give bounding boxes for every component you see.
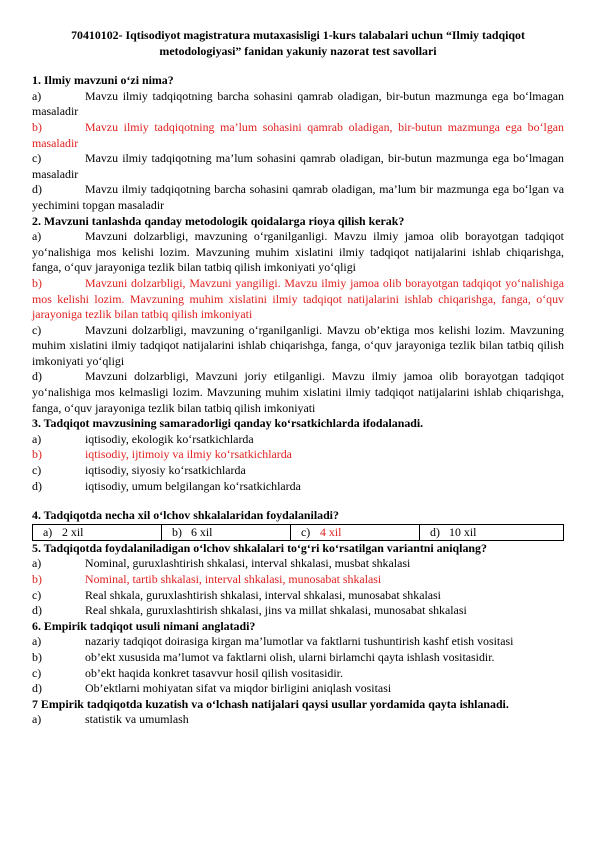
option-text: Mavzu ilmiy tadqiqotning ma’lum sohasini qamrab oladigan, bir-butun mazmunga ega bo‘lmagan masaladir xyxy=(32,151,564,181)
question-5-option-d xyxy=(32,603,564,619)
option-letter: d) xyxy=(32,182,42,197)
question-5: 5. Tadqiqotda foydalaniladigan o‘lchov shkalalari to‘g‘ri ko‘rsatilgan variantni aniqlang? xyxy=(32,540,487,555)
question-1-option-d xyxy=(32,182,564,213)
option-text: Mavzu ilmiy tadqiqotning barcha sohasini qamrab oladigan, bir-butun mazmunga ega bo‘lmagan masaladir xyxy=(32,88,564,119)
option-text: Mavzuni dolzarbligi, Mavzuni joriy etilganligi. Mavzu ilmiy jamoa olib borayotgan tadqiqot yo‘nalishiga mos kelmasligi lozim. Mavzuning muhim xislatini ilmiy tadqiqot natijalarini ishlab chiqarishga, fanga, o‘quv jarayoniga tezlik bilan tatbiq qilish imkoniyati xyxy=(32,369,564,415)
option-letter: d) xyxy=(32,603,42,618)
question-4-options-table xyxy=(32,524,564,541)
option-letter: a) xyxy=(32,431,42,446)
option-text: Mavzu ilmiy tadqiqotning barcha sohasini qamrab oladigan, ma’lum bir mazmunga ega bo‘lgan va yechimini topgan masaladir xyxy=(32,182,564,212)
question-5-option-b xyxy=(32,572,564,588)
question-6-option-a xyxy=(32,634,564,650)
option-letter: d) xyxy=(32,681,42,696)
option-text: statistik va umumlash xyxy=(85,712,189,727)
option-letter: d) xyxy=(32,369,42,384)
option-text: iqtisodiy, siyosiy ko‘rsatkichlarda xyxy=(85,463,246,478)
option-text: 6 xil xyxy=(191,524,213,539)
question-4: 4. Tadqiqotda necha xil o‘lchov shkalalaridan foydalaniladi? xyxy=(32,508,339,523)
question-4-option-d xyxy=(420,524,564,540)
option-text: Ob’ektlarni mohiyatan sifat va miqdor birligini aniqlash vositasi xyxy=(85,681,392,696)
option-text: Mavzuni dolzarbligi, mavzuning o‘rganilganligi. Mavzu ob’ektiga mos kelishi lozim. Mavzuning muhim xislatini ilmiy tadqiqot natijalarini ishlab chiqarishga, fanga, o‘quv jarayoniga tezlik bilan tatbiq qilish imkoniyati yo‘qligi xyxy=(32,322,564,368)
question-5-option-a xyxy=(32,556,564,572)
option-letter: a) xyxy=(43,524,53,539)
question-2-option-b xyxy=(32,276,564,323)
question-7-option-a xyxy=(32,712,564,728)
option-letter: d) xyxy=(32,478,42,493)
option-letter: b) xyxy=(32,119,42,134)
option-text: 2 xil xyxy=(61,524,84,539)
option-text: Mavzu ilmiy tadqiqotning ma’lum sohasini qamrab oladigan, bir-butun mazmunga ega bo‘lgan masaladir xyxy=(32,119,564,150)
option-letter: a) xyxy=(32,88,42,103)
option-letter: c) xyxy=(301,524,311,539)
option-text: nazariy tadqiqot doirasiga kirgan ma’lumotlar va faktlarni tushuntirish kashf etish vositasi xyxy=(85,634,514,649)
option-letter: c) xyxy=(32,587,42,602)
question-4-option-c xyxy=(291,524,420,540)
option-text: ob’ekt xususida ma’lumot va faktlarni olish, ularni birlamchi qayta ishlash vositasidir. xyxy=(85,649,495,664)
option-text: Mavzuni dolzarbligi, mavzuning o‘rganilganligi. Mavzu ilmiy jamoa olib borayotgan tadqiqot yo‘nalishiga mos kelishi lozim. Mavzuning muhim xislatini ilmiy tadqiqot natijalarini ishlab chiqarishga, fanga, o‘quv jarayoniga tezlik bilan tatbiq qilish imkoniyati yo‘qligi xyxy=(32,229,564,275)
option-letter: c) xyxy=(32,463,42,478)
question-3-option-c xyxy=(32,463,564,479)
question-3-option-b xyxy=(32,447,564,463)
question-2-option-a xyxy=(32,229,564,276)
option-letter: b) xyxy=(32,572,42,586)
option-text: iqtisodiy, ekologik ko‘rsatkichlarda xyxy=(85,431,254,446)
question-3: 3. Tadqiqot mavzusining samaradorligi qanday ko‘rsatkichlarda ifodalanadi. xyxy=(32,416,424,431)
option-text: Real shkala, guruxlashtirish shkalasi, jins va millat shkalasi, munosabat shkalasi xyxy=(85,603,467,618)
option-text: iqtisodiy, umum belgilangan ko‘rsatkichlarda xyxy=(85,478,301,493)
option-letter: a) xyxy=(32,712,42,727)
option-text: Nominal, guruxlashtirish shkalasi, interval shkalasi, musbat shkalasi xyxy=(85,556,411,571)
document-title: 70410102- Iqtisodiyot magistratura mutaxasisligi 1-kurs talabalari uchun “Ilmiy tadqiqot metodologiyasi” fanidan yakuniy nazorat test savollari xyxy=(71,28,525,58)
option-letter: b) xyxy=(172,524,182,539)
option-text: 4 xil xyxy=(320,524,342,539)
option-text: Mavzuni dolzarbligi, Mavzuni yangiligi. Mavzu ilmiy jamoa olib borayotgan tadqiqot yo‘nalishiga mos kelishi lozim. Mavzuning muhim xislatini ilmiy tadqiqot natijalarini ishlab chiqarishga, fanga, o‘quv jarayoniga tezlik bilan tatbiq qilish imkoniyati xyxy=(32,275,564,322)
question-2-option-c xyxy=(32,323,564,370)
option-text: 10 xil xyxy=(449,524,477,539)
question-6-option-c xyxy=(32,666,564,682)
option-text: Real shkala, guruxlashtirish shkalasi, interval shkalasi, munosabat shkalasi xyxy=(85,587,441,602)
option-letter: d) xyxy=(430,524,440,539)
question-1-option-c xyxy=(32,151,564,182)
option-letter: b) xyxy=(32,649,42,664)
question-6-option-b xyxy=(32,650,564,666)
option-letter: a) xyxy=(32,229,42,244)
option-letter: c) xyxy=(32,322,42,337)
question-3-option-a xyxy=(32,432,564,448)
option-letter: a) xyxy=(32,634,42,649)
question-2: 2. Mavzuni tanlashda qanday metodologik qoidalarga rioya qilish kerak? xyxy=(32,213,405,228)
option-text: ob’ekt haqida konkret tasavvur hosil qilish vositasidir. xyxy=(85,665,343,680)
option-text: Nominal, tartib shkalasi, interval shkalasi, munosabat shkalasi xyxy=(85,572,382,586)
option-letter: a) xyxy=(32,556,42,571)
question-1-option-a xyxy=(32,89,564,120)
question-4-option-b xyxy=(162,524,291,540)
option-letter: c) xyxy=(32,151,42,166)
question-2-option-d xyxy=(32,369,564,416)
question-1: 1. Ilmiy mavzuni o‘zi nima? xyxy=(32,73,174,88)
option-text: iqtisodiy, ijtimoiy va ilmiy ko‘rsatkichlarda xyxy=(85,447,292,462)
option-letter: b) xyxy=(32,275,42,290)
option-letter: c) xyxy=(32,665,42,680)
question-6-option-d xyxy=(32,681,564,697)
question-1-option-b xyxy=(32,120,564,151)
question-6: 6. Empirik tadqiqot usuli nimani anglatadi? xyxy=(32,618,256,633)
option-letter: b) xyxy=(32,447,42,462)
question-4-option-a xyxy=(33,524,162,540)
question-3-option-d xyxy=(32,479,564,495)
question-5-option-c xyxy=(32,588,564,604)
question-7: 7 Empirik tadqiqotda kuzatish va o‘lchash natijalari qaysi usullar yordamida qayta ishlanadi. xyxy=(32,696,509,711)
spacer xyxy=(32,494,564,508)
